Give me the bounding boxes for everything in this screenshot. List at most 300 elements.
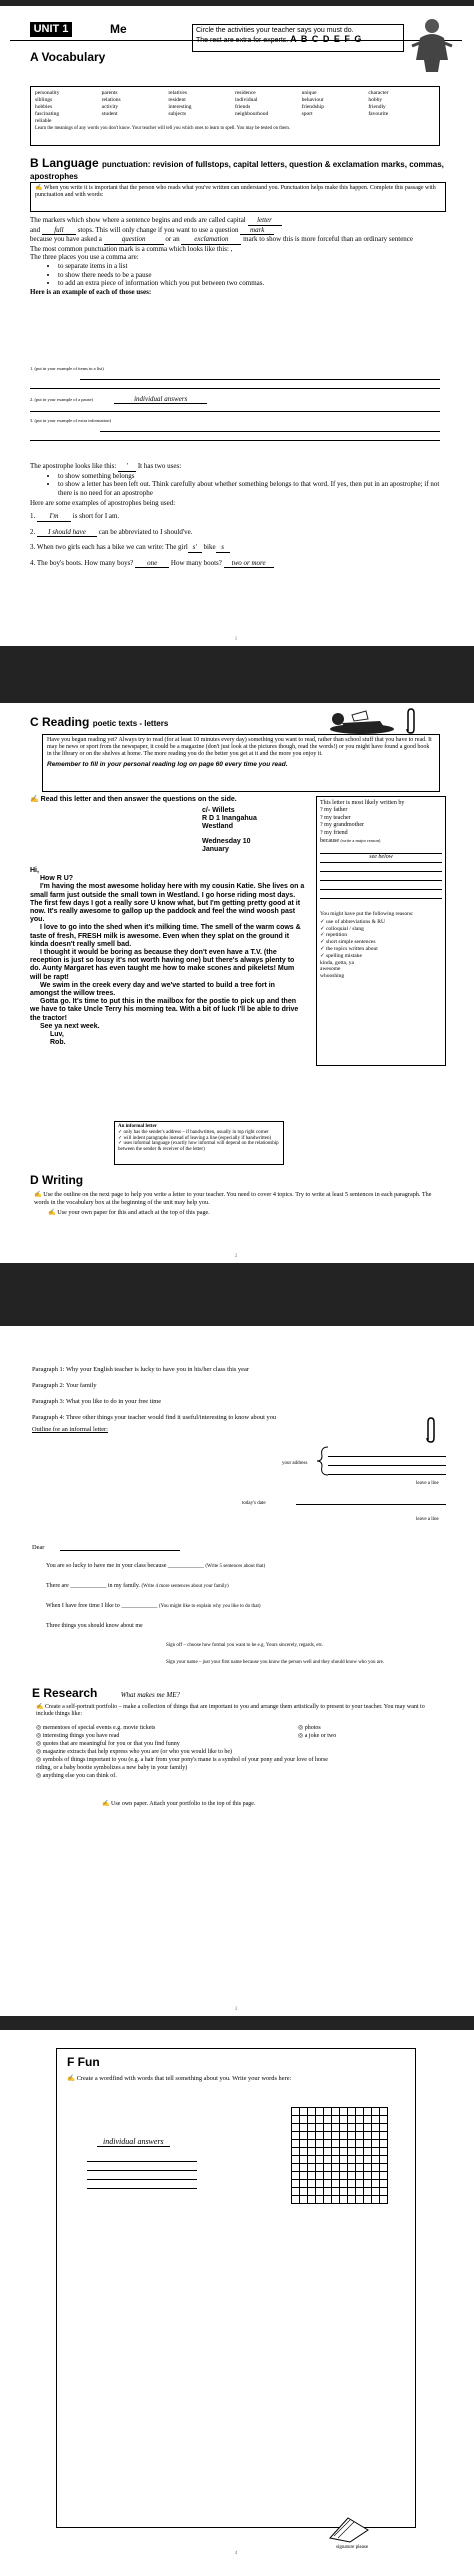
figure-icon <box>410 16 456 74</box>
answer-blank[interactable]: two or more <box>224 559 274 569</box>
wordfind-cell[interactable] <box>340 2140 348 2148</box>
wordfind-cell[interactable] <box>364 2116 372 2124</box>
unit-label: UNIT 1 <box>30 22 72 37</box>
wordfind-cell[interactable] <box>380 2124 388 2132</box>
wordfind-cell[interactable] <box>300 2116 308 2124</box>
wordfind-cell[interactable] <box>308 2116 316 2124</box>
letter-body <box>30 867 306 1047</box>
wordfind-cell[interactable] <box>356 2188 364 2196</box>
worksheet-page-1 <box>6 6 466 646</box>
wordfind-cell[interactable] <box>348 2148 356 2156</box>
vocabulary-word: activity <box>101 104 119 110</box>
page-number: 3 <box>234 2007 238 2012</box>
language-intro: When you write it is important that the person who reads what you've written can understand you. Punctuation helps make this happen. Complete this passage with punctuation and with words: <box>35 185 436 199</box>
wordfind-cell[interactable] <box>324 2132 332 2140</box>
address-line: R D 1 Inangahua <box>202 815 257 823</box>
wordfind-cell[interactable] <box>372 2116 380 2124</box>
wordfind-cell[interactable] <box>364 2196 372 2204</box>
wordfind-cell[interactable] <box>340 2148 348 2156</box>
page-number: 2 <box>234 1254 238 1259</box>
wordfind-cell[interactable] <box>380 2116 388 2124</box>
wordfind-cell[interactable] <box>292 2156 300 2164</box>
research-items-list <box>36 1724 336 1780</box>
letter-date: Wednesday 10 <box>202 837 251 845</box>
section-c-subtitle: poetic texts - letters <box>92 719 169 728</box>
side-note: (write a major reason) <box>340 838 381 844</box>
question-text: bike <box>203 543 216 552</box>
worksheet-page-2 <box>6 703 466 1263</box>
wordfind-cell[interactable] <box>308 2108 316 2116</box>
wordfind-cell[interactable] <box>348 2196 356 2204</box>
pencil-icon: ✍ <box>34 1191 42 1198</box>
wordfind-cell[interactable] <box>300 2172 308 2180</box>
handwritten-answer[interactable]: see below <box>320 854 442 863</box>
activity-letters[interactable]: A B C D E F G <box>290 34 363 44</box>
wordfind-cell[interactable] <box>348 2180 356 2188</box>
wordfind-cell[interactable] <box>372 2196 380 2204</box>
wordfind-cell[interactable] <box>292 2108 300 2116</box>
writer-options <box>320 807 442 837</box>
wordfind-cell[interactable] <box>348 2132 356 2140</box>
wordfind-cell[interactable] <box>292 2132 300 2140</box>
page-number: 4 <box>234 2551 238 2556</box>
reading-task-text: Read this letter and then answer the questions on the side. <box>40 796 237 803</box>
outline-line: You are so lucky to have me in your class because ____________ (Write 5 sentences about that) <box>46 1563 266 1569</box>
vocabulary-grid <box>35 90 435 125</box>
wordfind-cell[interactable] <box>340 2188 348 2196</box>
writer-option: ? my friend <box>320 829 348 836</box>
handwritten-answer: individual answers <box>97 2137 170 2147</box>
paragraph-prompt: Paragraph 2: Your family <box>32 1382 97 1389</box>
answer-blank[interactable]: one <box>135 559 169 569</box>
word-lines <box>87 2153 197 2189</box>
wordfind-cell[interactable] <box>332 2108 340 2116</box>
wordfind-cell[interactable] <box>356 2156 364 2164</box>
vocabulary-word: friends <box>234 104 251 110</box>
wordfind-cell[interactable] <box>364 2188 372 2196</box>
wordfind-cell[interactable] <box>372 2164 380 2172</box>
wordfind-cell[interactable] <box>356 2180 364 2188</box>
wordfind-cell[interactable] <box>324 2116 332 2124</box>
wordfind-cell[interactable] <box>308 2196 316 2204</box>
answer-line[interactable] <box>328 1457 446 1466</box>
example-label: 1. (put in your example of items in a list) <box>30 366 104 371</box>
side-note: You might have put the following reasons: <box>320 911 414 918</box>
vocabulary-word: individual <box>234 97 258 103</box>
wordfind-cell[interactable] <box>340 2196 348 2204</box>
wordfind-cell[interactable] <box>300 2140 308 2148</box>
wordfind-cell[interactable] <box>300 2164 308 2172</box>
passage-text: stops. This will only change if you want to use a question <box>77 225 239 234</box>
wordfind-cell[interactable] <box>356 2196 364 2204</box>
pencil-icon: ✍ <box>36 1704 44 1710</box>
answer-blank[interactable]: mark <box>240 226 274 236</box>
date-label: today's date <box>242 1501 266 1506</box>
answer-blank[interactable]: full <box>42 226 76 236</box>
wordfind-cell[interactable] <box>364 2132 372 2140</box>
answer-line[interactable] <box>320 845 442 854</box>
wordfind-cell[interactable] <box>316 2108 324 2116</box>
punctuation-passage <box>30 216 450 296</box>
wordfind-cell[interactable] <box>308 2132 316 2140</box>
wordfind-cell[interactable] <box>340 2124 348 2132</box>
reason-example: kinda, gotta, ya <box>320 959 354 966</box>
letter-greeting: How R U? <box>40 875 74 883</box>
wordfind-cell[interactable] <box>332 2132 340 2140</box>
paragraph-prompt: Paragraph 4: Three other things your teacher would find it useful/interesting to know about you <box>32 1414 277 1421</box>
wordfind-cell[interactable] <box>332 2180 340 2188</box>
paragraph-prompt: Paragraph 1: Why your English teacher is lucky to have you in his/her class this year <box>32 1366 249 1373</box>
vocabulary-word: neighbourhood <box>234 111 269 117</box>
apostrophe-use-item: • to show something belongs <box>58 472 440 481</box>
wordfind-cell[interactable] <box>380 2140 388 2148</box>
wordfind-cell[interactable] <box>340 2180 348 2188</box>
comma-use-item: • to separate items in a list <box>58 262 450 271</box>
answer-blank[interactable]: question <box>104 235 164 245</box>
wordfind-cell[interactable] <box>348 2156 356 2164</box>
wordfind-cell[interactable] <box>308 2180 316 2188</box>
wordfind-cell[interactable] <box>316 2116 324 2124</box>
wordfind-cell[interactable] <box>340 2132 348 2140</box>
answer-line[interactable] <box>296 1496 446 1505</box>
informal-letter-title: An informal letter <box>118 1124 157 1129</box>
wordfind-cell[interactable] <box>364 2148 372 2156</box>
wordfind-cell[interactable] <box>348 2108 356 2116</box>
vocabulary-word: personality <box>35 90 60 96</box>
wordfind-cell[interactable] <box>348 2116 356 2124</box>
informal-letter-point: ✓ will indent paragraphs instead of leaving a line (especially if handwritten) <box>118 1135 272 1141</box>
wordfind-cell[interactable] <box>380 2108 388 2116</box>
research-items-right <box>298 1724 438 1740</box>
attach-text: Use own paper. Attach your portfolio to the top of this page. <box>110 1801 256 1807</box>
instruction-line: Circle the activities your teacher says you must do. <box>196 27 354 34</box>
wordfind-cell[interactable] <box>308 2156 316 2164</box>
wordfind-cell[interactable] <box>332 2196 340 2204</box>
reading-intro-box <box>42 734 440 792</box>
wordfind-cell[interactable] <box>356 2108 364 2116</box>
apostrophe-use-item: • to show a letter has been left out. Think carefully about whether something belongs to that word. If yes, then put in an apostrophe; if not there is no need for an apostrophe <box>58 480 440 497</box>
wordfind-cell[interactable] <box>316 2172 324 2180</box>
wordfind-cell[interactable] <box>364 2164 372 2172</box>
wordfind-cell[interactable] <box>372 2132 380 2140</box>
fun-text: Create a wordfind with words that tell something about you. Write your words here: <box>76 2075 292 2082</box>
wordfind-cell[interactable] <box>332 2140 340 2148</box>
outline-note: Sign off – choose how formal you want to be e.g. Yours sincerely, regards, etc. <box>166 1643 324 1648</box>
wordfind-cell[interactable] <box>324 2156 332 2164</box>
wordfind-cell[interactable] <box>364 2140 372 2148</box>
vocabulary-word: hobbies <box>35 104 53 110</box>
fun-box <box>56 2048 416 2528</box>
question-text: How many boots? <box>170 558 222 567</box>
question-number: 1. <box>30 511 36 520</box>
wordfind-cell[interactable] <box>348 2172 356 2180</box>
wordfind-cell[interactable] <box>300 2188 308 2196</box>
answer-line[interactable] <box>30 432 440 441</box>
reason-example: awesome <box>320 966 341 973</box>
page-number: 1 <box>234 637 238 642</box>
writer-option: ? my father <box>320 807 348 814</box>
wordfind-cell[interactable] <box>364 2172 372 2180</box>
answer-line[interactable] <box>87 2171 197 2180</box>
wordfind-cell[interactable] <box>300 2148 308 2156</box>
wordfind-cell[interactable] <box>348 2124 356 2132</box>
passage-text: The three places you use a comma are: <box>30 253 139 262</box>
wordfind-cell[interactable] <box>372 2148 380 2156</box>
answer-blank[interactable]: s <box>216 543 230 553</box>
answer-line[interactable] <box>320 872 442 881</box>
page-separator <box>0 2016 474 2030</box>
apostrophe-blank[interactable]: ' <box>118 462 136 472</box>
section-b-title: B Language <box>30 156 99 170</box>
leave-line-note: leave a line <box>416 1517 439 1522</box>
wordfind-cell[interactable] <box>364 2108 372 2116</box>
wordfind-cell[interactable] <box>324 2140 332 2148</box>
wordfind-cell[interactable] <box>340 2164 348 2172</box>
wordfind-cell[interactable] <box>316 2132 324 2140</box>
wordfind-cell[interactable] <box>372 2172 380 2180</box>
wordfind-cell[interactable] <box>316 2196 324 2204</box>
wordfind-cell[interactable] <box>292 2172 300 2180</box>
reading-task <box>30 796 237 804</box>
wordfind-cell[interactable] <box>380 2164 388 2172</box>
address-lines <box>328 1448 446 1475</box>
wordfind-cell[interactable] <box>364 2124 372 2132</box>
wordfind-cell[interactable] <box>316 2164 324 2172</box>
outline-line: There are ____________ in my family. (Write 4 more sentences about your family) <box>46 1583 229 1589</box>
reason-item: ✓ the topics written about <box>320 946 378 953</box>
answer-line[interactable] <box>30 403 440 412</box>
wordfind-cell[interactable] <box>300 2108 308 2116</box>
question-side-box <box>316 796 446 1066</box>
passage-text: The apostrophe looks like this: <box>30 462 117 470</box>
research-item: ◎ interesting things you have read <box>36 1733 120 1739</box>
research-item: ◎ magazine extracts that help express who you are (or who you would like to be) <box>36 1749 233 1755</box>
section-d-heading: D Writing <box>30 1173 84 1187</box>
answer-line[interactable] <box>328 1448 446 1457</box>
writer-option: ? my grandmother <box>320 822 364 829</box>
wordfind-cell[interactable] <box>316 2140 324 2148</box>
answer-blank[interactable]: I'm <box>37 512 71 522</box>
answer-line[interactable] <box>320 863 442 872</box>
reason-item: ✓ spelling mistake <box>320 952 362 959</box>
wordfind-cell[interactable] <box>348 2164 356 2172</box>
answer-line[interactable] <box>328 1466 446 1475</box>
wordfind-cell[interactable] <box>300 2196 308 2204</box>
outline-text: in my family. <box>107 1583 140 1589</box>
answer-line[interactable] <box>87 2153 197 2162</box>
answer-line[interactable] <box>87 2180 197 2189</box>
vocabulary-word: interesting <box>168 104 192 110</box>
wordfind-cell[interactable] <box>364 2180 372 2188</box>
passage-text: because you have asked a <box>30 235 102 244</box>
wordfind-cell[interactable] <box>372 2140 380 2148</box>
wordfind-cell[interactable] <box>324 2148 332 2156</box>
wordfind-cell[interactable] <box>292 2148 300 2156</box>
informal-letter-box <box>114 1121 284 1165</box>
wordfind-cell[interactable] <box>316 2148 324 2156</box>
wordfind-cell[interactable] <box>380 2148 388 2156</box>
wordfind-cell[interactable] <box>356 2164 364 2172</box>
vocabulary-word: relations <box>101 97 121 103</box>
wordfind-cell[interactable] <box>340 2116 348 2124</box>
wordfind-cell[interactable] <box>292 2196 300 2204</box>
letter-greeting: Hi, <box>30 867 39 874</box>
wordfind-cell[interactable] <box>324 2180 332 2188</box>
wordfind-cell[interactable] <box>308 2140 316 2148</box>
address-line: c/- Willets <box>202 807 235 814</box>
wordfind-cell[interactable] <box>356 2140 364 2148</box>
letter-paragraph: I'm having the most awesome holiday here with my cousin Katie. She lives on a small farm just outside the small town in Westland. I go horse riding most days. The first few days I got a really sore U know what, but I'm getting pretty good at it now. It's really awesome to gallop up the paddock and feel the wind woosh past you. <box>30 883 305 924</box>
passage-text: or an <box>165 235 180 244</box>
wordfind-cell[interactable] <box>356 2116 364 2124</box>
informal-letter-point: ✓ only has the sender's address – if handwritten, usually in top right corner <box>118 1129 269 1135</box>
wordfind-cell[interactable] <box>324 2172 332 2180</box>
wordfind-cell[interactable] <box>292 2116 300 2124</box>
answer-blank[interactable]: exclamation <box>181 235 241 245</box>
wordfind-cell[interactable] <box>372 2156 380 2164</box>
wordfind-cell[interactable] <box>364 2156 372 2164</box>
answer-line[interactable] <box>30 380 440 389</box>
answer-line[interactable] <box>60 1542 180 1551</box>
answer-line[interactable] <box>87 2162 197 2171</box>
answer-line[interactable] <box>320 890 442 899</box>
vocabulary-word: unique <box>301 90 317 96</box>
wordfind-cell[interactable] <box>316 2156 324 2164</box>
vocabulary-note: Learn the meanings of any words you don't know. Your teacher will tell you which ones to learn to spell. You may be tested on them. <box>35 126 291 131</box>
writing-text: Use the outline on the next page to help you write a letter to your teacher. You need to cover 4 topics. Try to write at least 5 sentences in each paragraph. The words in the vocabulary box at the beginning of the unit may help you. <box>34 1191 432 1206</box>
outline-line: When I have free time I like to ____________ (You might like to explain why you like to do that) <box>46 1603 261 1609</box>
reason-item: ✓ repetition <box>320 932 348 939</box>
wordfind-cell[interactable] <box>340 2156 348 2164</box>
wordfind-cell[interactable] <box>332 2124 340 2132</box>
outline-text: Three things you should know about me <box>46 1623 143 1629</box>
wordfind-cell[interactable] <box>356 2172 364 2180</box>
question-text: is short for I am. <box>72 511 120 520</box>
wordfind-cell[interactable] <box>300 2124 308 2132</box>
wordfind-cell[interactable] <box>292 2180 300 2188</box>
wordfind-cell[interactable] <box>308 2188 316 2196</box>
wordfind-cell[interactable] <box>324 2108 332 2116</box>
wordfind-cell[interactable] <box>380 2172 388 2180</box>
research-instructions <box>36 1704 440 1719</box>
pencil-icon: ✍ <box>48 1209 56 1217</box>
wordfind-cell[interactable] <box>380 2196 388 2204</box>
wordfind-cell[interactable] <box>332 2156 340 2164</box>
research-item: ◎ a joke or two <box>298 1733 337 1739</box>
outline-text: You are so lucky to have me in your class because <box>46 1563 167 1569</box>
vocabulary-word: subjects <box>168 111 187 117</box>
wordfind-cell[interactable] <box>308 2124 316 2132</box>
wordfind-cell[interactable] <box>348 2188 356 2196</box>
letter-paragraph: We swim in the creek every day and we've started to build a tree fort in amongst the willow trees. <box>30 981 275 998</box>
wordfind-cell[interactable] <box>300 2156 308 2164</box>
wordfind-grid[interactable] <box>291 2107 388 2204</box>
wordfind-cell[interactable] <box>308 2164 316 2172</box>
wordfind-cell[interactable] <box>356 2124 364 2132</box>
research-item: ◎ photos <box>298 1725 321 1731</box>
passage-text: The most common punctuation mark is a comma which looks like this: , <box>30 244 233 253</box>
answer-line[interactable] <box>320 881 442 890</box>
vocabulary-word: student <box>101 111 118 117</box>
research-item: ◎ symbols of things important to you (e.g. a hair from your pony's mane is a symbol of your pony and your love of horse riding, or a baby bootie symbolizes a new baby in your family) <box>36 1757 328 1771</box>
outline-note: (You might like to explain why you like to do that) <box>158 1604 261 1609</box>
section-b-heading <box>30 158 450 182</box>
research-item: ◎ mementoes of special events e.g. movie tickets <box>36 1725 156 1731</box>
research-item: ◎ anything else you can think of. <box>36 1773 117 1779</box>
wordfind-cell[interactable] <box>356 2148 364 2156</box>
section-e-heading <box>32 1686 180 1700</box>
wordfind-cell[interactable] <box>324 2188 332 2196</box>
wordfind-cell[interactable] <box>348 2140 356 2148</box>
comma-use-item: • to show there needs to be a pause <box>58 271 450 280</box>
question-number: 2. <box>30 527 36 536</box>
letter-signature: Rob. <box>50 1039 66 1047</box>
wordfind-cell[interactable] <box>332 2148 340 2156</box>
vocabulary-word: siblings <box>35 97 53 103</box>
wordfind-cell[interactable] <box>332 2188 340 2196</box>
research-text: Create a self-portrait portfolio – make a collection of things that are important to you and arrange them artistically to present to your teacher. You may want to include things like: <box>36 1704 425 1718</box>
example-label: 2. (put in your example of a pause) <box>30 397 93 402</box>
wordfind-cell[interactable] <box>356 2132 364 2140</box>
worksheet-page-4 <box>6 2030 466 2560</box>
wordfind-cell[interactable] <box>340 2108 348 2116</box>
wordfind-cell[interactable] <box>316 2124 324 2132</box>
wordfind-cell[interactable] <box>300 2132 308 2140</box>
wordfind-cell[interactable] <box>380 2188 388 2196</box>
wordfind-cell[interactable] <box>372 2108 380 2116</box>
answer-blank[interactable]: s' <box>188 543 202 553</box>
wordfind-cell[interactable] <box>372 2188 380 2196</box>
vocabulary-word: sport <box>301 111 313 117</box>
research-subtitle: What makes me ME? <box>120 1691 181 1699</box>
wordfind-cell[interactable] <box>308 2148 316 2156</box>
wordfind-cell[interactable] <box>340 2172 348 2180</box>
paragraph-prompt: Paragraph 3: What you like to do in your free time <box>32 1398 162 1405</box>
wordfind-cell[interactable] <box>316 2180 324 2188</box>
wordfind-cell[interactable] <box>292 2124 300 2132</box>
wordfind-cell[interactable] <box>380 2156 388 2164</box>
answer-line[interactable] <box>80 371 440 380</box>
wordfind-cell[interactable] <box>292 2140 300 2148</box>
instruction-line: The rest are extra for experts. <box>196 37 289 44</box>
outline-note: (Write 4 more sentences about your family) <box>141 1584 229 1589</box>
wordfind-cell[interactable] <box>332 2172 340 2180</box>
wordfind-cell[interactable] <box>316 2188 324 2196</box>
unit-title: Me <box>110 22 127 36</box>
wordfind-cell[interactable] <box>308 2172 316 2180</box>
signature-icon <box>324 2514 374 2544</box>
answer-line[interactable] <box>100 423 440 432</box>
wordfind-cell[interactable] <box>292 2188 300 2196</box>
wordfind-cell[interactable] <box>292 2164 300 2172</box>
page-separator <box>0 646 474 703</box>
answer-blank[interactable]: letter <box>248 216 282 226</box>
wordfind-cell[interactable] <box>332 2164 340 2172</box>
answer-blank[interactable]: I should have <box>37 528 97 538</box>
question-text: 3. When two girls each has a bike we can write: The girl <box>30 543 188 552</box>
wordfind-cell[interactable] <box>380 2180 388 2188</box>
wordfind-cell[interactable] <box>380 2132 388 2140</box>
wordfind-cell[interactable] <box>324 2196 332 2204</box>
wordfind-cell[interactable] <box>300 2180 308 2188</box>
wordfind-cell[interactable] <box>372 2180 380 2188</box>
vocabulary-word: resident <box>168 97 186 103</box>
brace-icon <box>316 1446 330 1476</box>
wordfind-cell[interactable] <box>324 2164 332 2172</box>
wordfind-cell[interactable] <box>332 2116 340 2124</box>
wordfind-cell[interactable] <box>372 2124 380 2132</box>
wordfind-cell[interactable] <box>324 2124 332 2132</box>
